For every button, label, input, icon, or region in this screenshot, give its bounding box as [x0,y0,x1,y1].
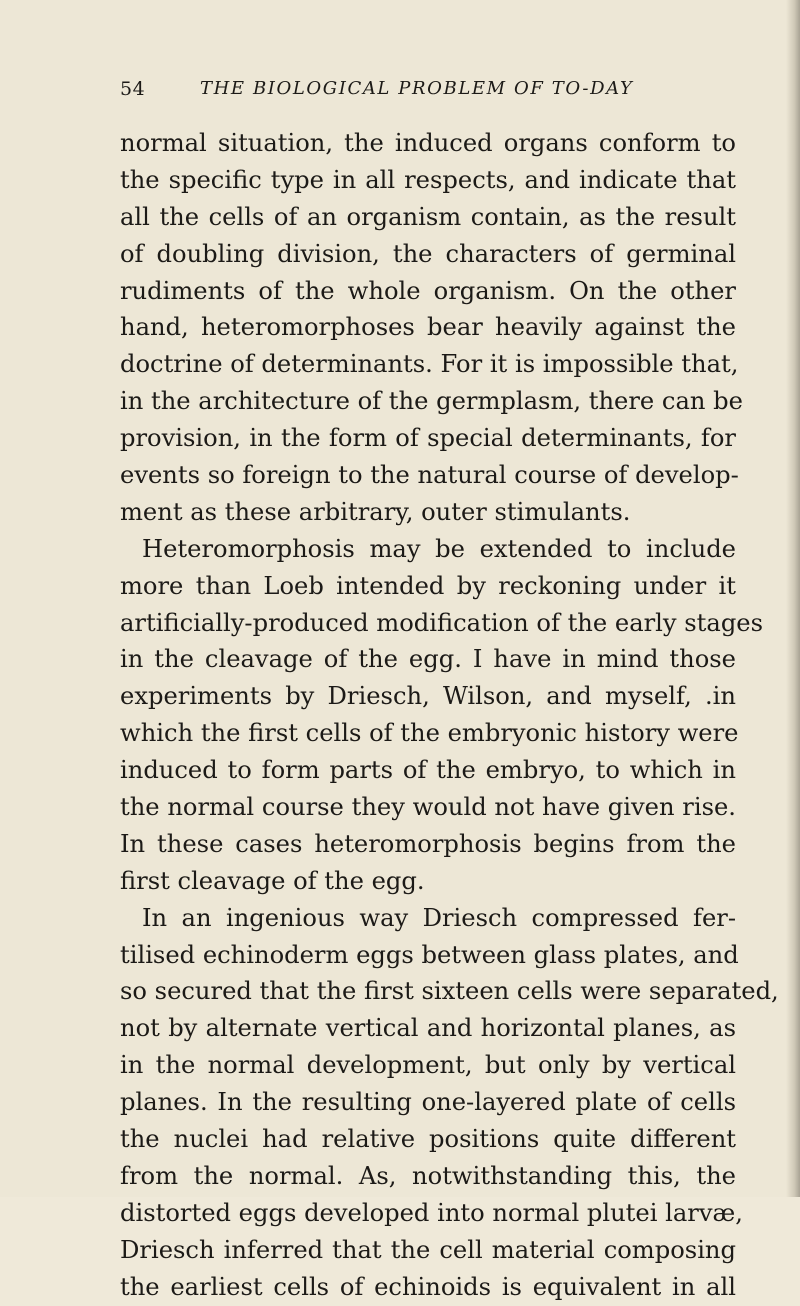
text-line: doctrine of determinants. For it is impossible that, [120,350,739,379]
text-line: artificially-produced modification of the early stages [120,608,764,637]
paragraph-end-line: ment as these arbitrary, outer stimulants. [120,497,631,526]
text-line: Driesch inferred that the cell material composing [120,1235,736,1264]
text-line: induced to form parts of the embryo, to which in [120,756,736,785]
text-line: In these cases heteromorphosis begins from the [120,829,736,858]
text-line: so secured that the first sixteen cells were separated, [120,977,779,1006]
text-line: from the normal. As, notwithstanding this, the [120,1161,736,1190]
running-head [120,78,740,102]
text-line: the nuclei had relative positions quite different [120,1125,736,1154]
paragraph-end-line: first cleavage of the egg. [120,866,425,895]
body-text [120,125,779,1306]
text-line: the normal course they would not have given rise. [120,793,736,822]
text-line: experiments by Driesch, Wilson, and myself, .in [120,682,736,711]
text-line: provision, in the form of special determinants, for [120,424,736,453]
text-line: the earliest cells of echinoids is equivalent in all [120,1272,736,1301]
text-line: normal situation, the induced organs conform to [120,129,736,157]
text-line: in the cleavage of the egg. I have in mind those [120,645,736,674]
text-line: rudiments of the whole organism. On the other [120,276,736,305]
text-line: of doubling division, the characters of germinal [120,239,736,268]
text-line: distorted eggs developed into normal plutei larvæ, [120,1198,743,1227]
paragraph-start-line: In an ingenious way Driesch compressed fer- [142,903,736,932]
text-line: the specific type in all respects, and indicate that [120,165,736,194]
running-title: THE BIOLOGICAL PROBLEM OF TO-DAY [200,78,634,99]
paragraph-start-line: Heteromorphosis may be extended to include [142,534,736,563]
text-line: events so foreign to the natural course of develop- [120,461,739,490]
text-line: all the cells of an organism contain, as the result [120,202,736,231]
text-line: in the architecture of the germplasm, there can be [120,387,743,416]
text-line: planes. In the resulting one-layered plate of cells [120,1088,736,1117]
text-line: hand, heteromorphoses bear heavily against the [120,313,736,342]
text-line: tilised echinoderm eggs between glass plates, and [120,940,739,969]
text-line: which the first cells of the embryonic history were [120,719,739,748]
page-edge-shadow [786,0,800,1197]
text-line: in the normal development, but only by vertical [120,1051,736,1080]
text-line: not by alternate vertical and horizontal planes, as [120,1014,736,1043]
text-line: more than Loeb intended by reckoning under it [120,571,736,600]
page-number: 54 [120,78,146,100]
